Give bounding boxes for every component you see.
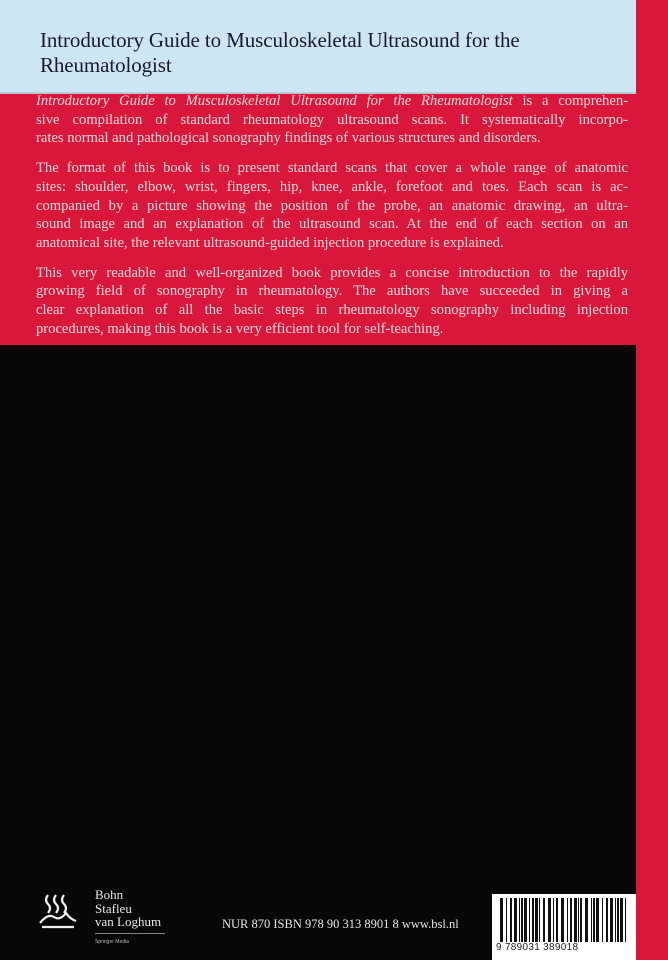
barcode-bar (543, 898, 545, 942)
barcode-bar (585, 898, 588, 942)
book-title: Introductory Guide to Musculoskeletal Ultrasound for the Rheumatologist (40, 28, 520, 77)
barcode-bar (570, 898, 572, 942)
blurb-paragraph-1 (36, 92, 628, 148)
barcode-bar (506, 898, 507, 942)
barcode-bar (561, 898, 564, 942)
barcode-bar (620, 898, 623, 942)
barcode-bar (510, 898, 512, 942)
divider (95, 933, 165, 934)
barcode-bar (548, 898, 551, 942)
blurb-line: rates normal and pathological sonography findings of various structures and disorders. (36, 130, 541, 147)
blurb-paragraph-3 (36, 264, 628, 339)
blurb-line: sound image and an explanation of the ultrasound scan. At the end of each section on an (36, 216, 628, 233)
barcode-bars (498, 898, 630, 942)
barcode-bar (602, 898, 603, 942)
barcode-bar (521, 898, 523, 942)
barcode-bar (596, 898, 599, 942)
barcode-bar (606, 898, 608, 942)
barcode-bar (615, 898, 616, 942)
blurb-line: companied by a picture showing the position of the probe, an anatomic drawing, an ultra- (36, 197, 628, 214)
barcode-bar (556, 898, 558, 942)
black-panel (0, 345, 636, 960)
barcode-bar (500, 898, 503, 942)
barcode-bar (567, 898, 568, 942)
blurb-paragraph-2 (36, 159, 628, 253)
springer-media: Springer Media (95, 939, 129, 945)
barcode-bar (553, 898, 554, 942)
title-band (0, 0, 636, 94)
isbn-line: NUR 870 ISBN 978 90 313 8901 8 www.bsl.nl (222, 917, 459, 931)
blurb-line: growing field of sonography in rheumatology. The authors have succeeded in giving a (36, 283, 628, 300)
barcode-bar (524, 898, 527, 942)
blurb-line: sites: shoulder, elbow, wrist, fingers, hip, knee, ankle, forefoot and toes. Each scan is ac- (36, 178, 628, 195)
blurb-line: anatomical site, the relevant ultrasound-guided injection procedure is explained. (36, 234, 504, 251)
italic-title: Introductory Guide to Musculoskeletal Ultrasound for the Rheumatologist (36, 93, 513, 109)
barcode-bar (532, 898, 534, 942)
barcode (492, 894, 636, 960)
barcode-bar (580, 898, 582, 942)
blurb-line (36, 92, 628, 111)
barcode-bar (610, 898, 613, 942)
barcode-bar (617, 898, 619, 942)
publisher-line: van Loghum (95, 914, 162, 929)
barcode-bar (514, 898, 517, 942)
publisher-name (95, 888, 161, 929)
barcode-bar (519, 898, 520, 942)
blurb-text: is a comprehen- (512, 93, 628, 109)
barcode-bar (625, 898, 626, 942)
publisher-line: Bohn (95, 887, 124, 902)
blurb-line: clear explanation of all the basic steps in rheumatology sonography including injection (36, 302, 628, 319)
barcode-bar (578, 898, 579, 942)
blurb-line: The format of this book is to present standard scans that cover a whole range of anatomic (36, 160, 628, 177)
barcode-bar (593, 898, 595, 942)
blurb (36, 92, 628, 349)
blurb-line: This very readable and well-organized book provides a concise introduction to the rapidly (36, 264, 628, 281)
publisher-logo-icon (38, 893, 78, 929)
barcode-bar (539, 898, 540, 942)
publisher-line: Stafleu (95, 900, 132, 916)
barcode-bar (591, 898, 592, 942)
barcode-bar (535, 898, 538, 942)
barcode-bar (529, 898, 530, 942)
blurb-line: procedures, making this book is a very efficient tool for self-teaching. (36, 320, 444, 337)
blurb-line: sive compilation of standard rheumatology ultrasound scans. It systematically incorpo- (36, 111, 628, 128)
barcode-bar (574, 898, 577, 942)
barcode-number: 9 789031 389018 (496, 942, 579, 953)
